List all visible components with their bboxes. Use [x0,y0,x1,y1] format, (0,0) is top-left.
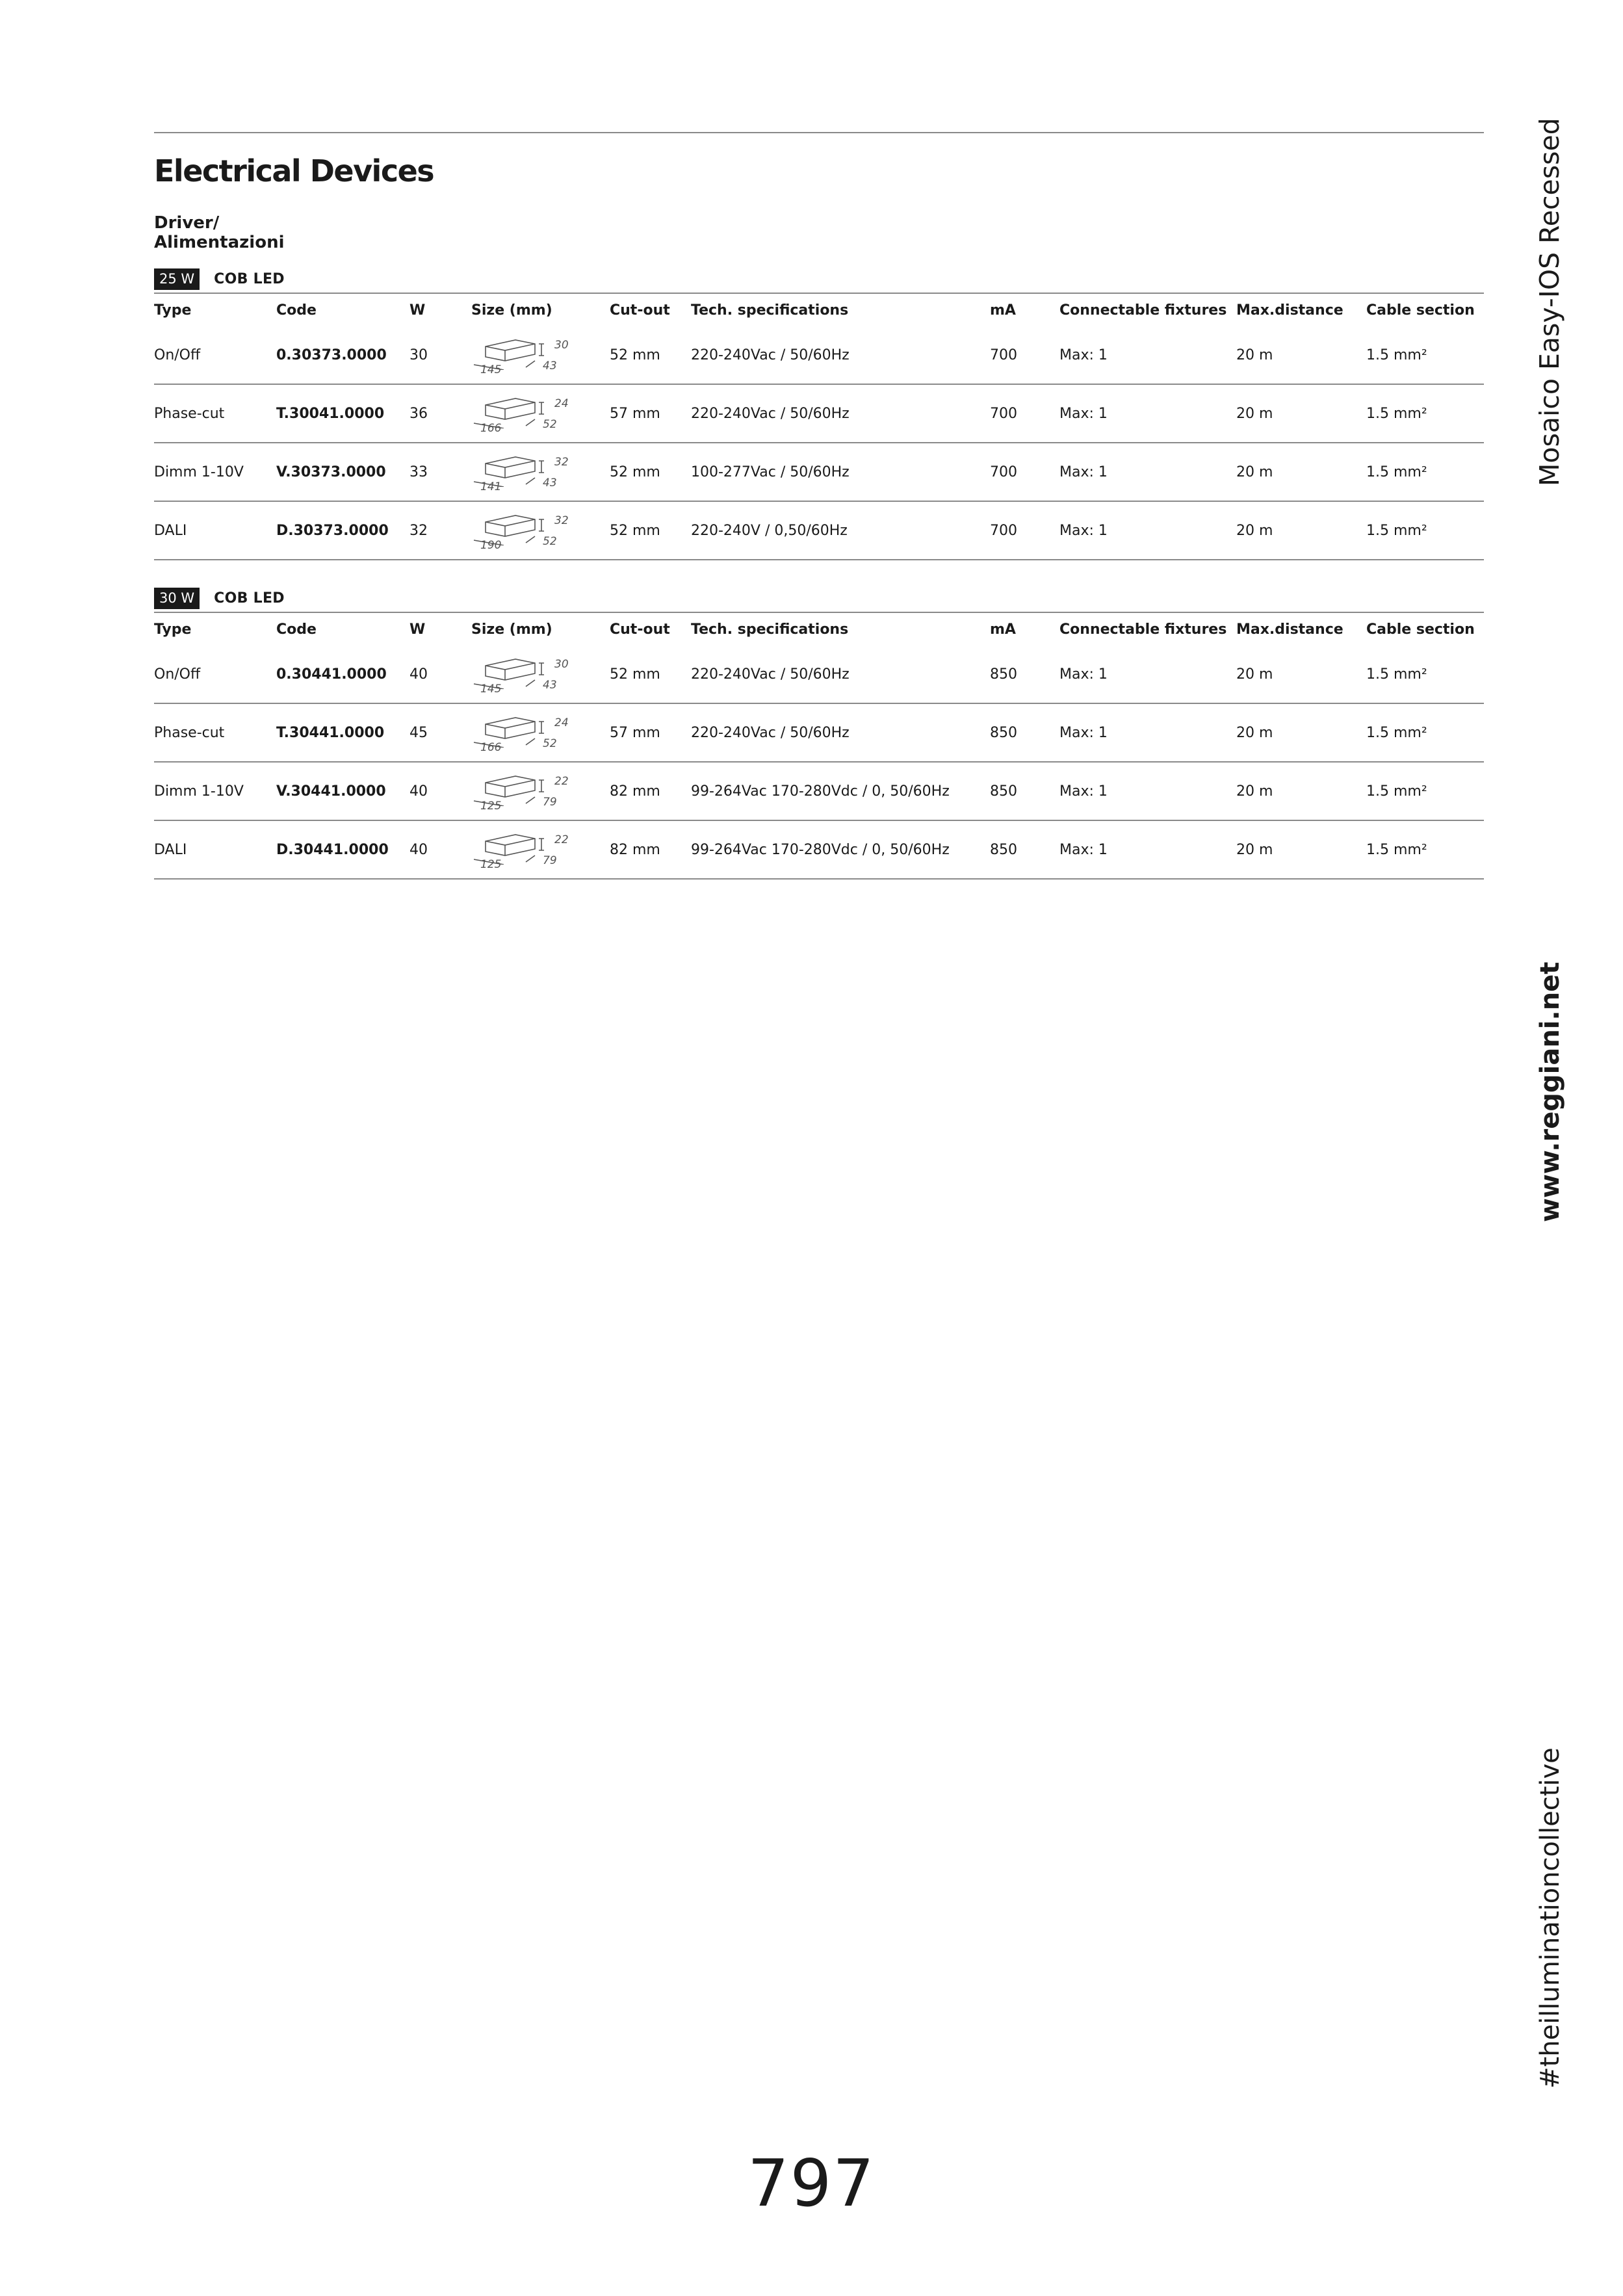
cell-cable-section: 1.5 mm² [1366,646,1484,703]
size-diagram [471,449,575,495]
column-header-type: Type [154,302,192,319]
cell-tech-spec: 220-240V / 0,50/60Hz [691,501,990,560]
dimension-width: 52 [543,535,557,548]
cell-cable-section: 1.5 mm² [1366,762,1484,820]
cell-ma: 850 [990,703,1059,762]
section-header [154,268,1484,290]
dimension-width: 52 [543,418,557,431]
cell-code: T.30041.0000 [276,384,409,443]
dimension-height: 24 [554,397,569,410]
dimension-width: 52 [543,737,557,750]
column-header-cable-section: Cable section [1366,302,1475,319]
cell-watt: 32 [409,501,471,560]
cell-cutout: 57 mm [610,384,691,443]
cell-watt: 40 [409,820,471,879]
cell-type: DALI [154,501,276,560]
cell-max-distance: 20 m [1236,646,1366,703]
dimension-length: 145 [480,363,502,376]
cell-code: D.30441.0000 [276,820,409,879]
cell-watt: 40 [409,646,471,703]
cell-ma: 700 [990,384,1059,443]
cell-type: On/Off [154,326,276,384]
cell-fixtures: Max: 1 [1059,501,1236,560]
size-diagram [471,710,575,755]
cell-size [471,820,610,879]
cell-cutout: 52 mm [610,443,691,501]
sidebar-website: www.reggiani.net [1535,961,1565,1222]
cell-watt: 45 [409,703,471,762]
cell-max-distance: 20 m [1236,443,1366,501]
column-header-max-distance: Max.distance [1236,621,1344,638]
cell-max-distance: 20 m [1236,703,1366,762]
cell-max-distance: 20 m [1236,384,1366,443]
column-header-watt: W [409,302,426,319]
size-diagram [471,508,575,553]
cell-code: 0.30441.0000 [276,646,409,703]
cell-cable-section: 1.5 mm² [1366,384,1484,443]
top-rule [154,132,1484,133]
table-row [154,501,1484,560]
cell-ma: 850 [990,646,1059,703]
cell-size [471,501,610,560]
cell-code: V.30441.0000 [276,762,409,820]
cell-cutout: 82 mm [610,820,691,879]
column-header-ma: mA [990,302,1016,319]
cell-ma: 850 [990,762,1059,820]
cell-watt: 33 [409,443,471,501]
dimension-length: 141 [480,480,502,493]
cell-cutout: 52 mm [610,646,691,703]
table-row [154,443,1484,501]
column-header-fixtures: Connectable fixtures [1059,302,1227,319]
column-header-max-distance: Max.distance [1236,302,1344,319]
cell-ma: 700 [990,443,1059,501]
cell-code: T.30441.0000 [276,703,409,762]
table-row [154,326,1484,384]
cell-size [471,443,610,501]
table-row [154,820,1484,879]
column-header-cutout: Cut-out [610,302,670,319]
cell-ma: 700 [990,501,1059,560]
cell-type: Phase-cut [154,384,276,443]
dimension-length: 125 [480,858,502,871]
cell-fixtures: Max: 1 [1059,384,1236,443]
cell-cutout: 82 mm [610,762,691,820]
column-header-size: Size (mm) [471,302,552,319]
size-diagram [471,651,575,697]
column-header-code: Code [276,621,317,638]
dimension-length: 166 [480,741,502,754]
cell-code: 0.30373.0000 [276,326,409,384]
column-header-tech-spec: Tech. specifications [691,302,849,319]
dimension-length: 125 [480,800,502,813]
table-row [154,762,1484,820]
cell-tech-spec: 100-277Vac / 50/60Hz [691,443,990,501]
cell-tech-spec: 220-240Vac / 50/60Hz [691,703,990,762]
cell-max-distance: 20 m [1236,326,1366,384]
cell-type: Dimm 1-10V [154,443,276,501]
cell-cable-section: 1.5 mm² [1366,326,1484,384]
cell-max-distance: 20 m [1236,501,1366,560]
cell-cable-section: 1.5 mm² [1366,703,1484,762]
cell-code: D.30373.0000 [276,501,409,560]
cell-type: On/Off [154,646,276,703]
cell-fixtures: Max: 1 [1059,762,1236,820]
size-diagram [471,332,575,378]
column-header-ma: mA [990,621,1016,638]
subtitle-line-1: Driver/ [154,213,220,233]
column-header-watt: W [409,621,426,638]
cell-code: V.30373.0000 [276,443,409,501]
dimension-width: 43 [543,476,557,489]
cell-fixtures: Max: 1 [1059,326,1236,384]
size-diagram [471,827,575,872]
table-header-row [154,294,1484,326]
column-header-fixtures: Connectable fixtures [1059,621,1227,638]
wattage-badge: 25 W [154,268,200,290]
series-label: COB LED [214,590,285,607]
dimension-height: 32 [554,514,569,527]
dimension-height: 22 [554,833,569,846]
cell-watt: 40 [409,762,471,820]
dimension-height: 30 [554,339,569,352]
size-diagram [471,768,575,814]
page-subtitle [154,213,284,252]
dimension-height: 22 [554,775,569,788]
column-header-code: Code [276,302,317,319]
section-header [154,587,1484,609]
table-row [154,703,1484,762]
cell-tech-spec: 220-240Vac / 50/60Hz [691,384,990,443]
cell-fixtures: Max: 1 [1059,820,1236,879]
cell-watt: 30 [409,326,471,384]
cell-tech-spec: 99-264Vac 170-280Vdc / 0, 50/60Hz [691,762,990,820]
wattage-badge: 30 W [154,588,200,609]
dimension-width: 79 [543,796,557,809]
section-30w [154,587,1484,880]
column-header-size: Size (mm) [471,621,552,638]
cell-watt: 36 [409,384,471,443]
page-number: 797 [747,2145,876,2221]
cell-cutout: 57 mm [610,703,691,762]
cell-fixtures: Max: 1 [1059,703,1236,762]
cell-max-distance: 20 m [1236,762,1366,820]
cell-tech-spec: 220-240Vac / 50/60Hz [691,646,990,703]
cell-size [471,762,610,820]
dimension-width: 79 [543,854,557,867]
dimension-height: 32 [554,456,569,469]
cell-tech-spec: 220-240Vac / 50/60Hz [691,326,990,384]
cell-size [471,646,610,703]
dimension-length: 190 [480,539,502,552]
page-title: Electrical Devices [154,153,434,189]
sidebar-product-name: Mosaico Easy-IOS Recessed [1534,118,1565,486]
cell-size [471,384,610,443]
cell-type: Phase-cut [154,703,276,762]
cell-type: Dimm 1-10V [154,762,276,820]
cell-ma: 850 [990,820,1059,879]
cell-size [471,703,610,762]
cell-type: DALI [154,820,276,879]
subtitle-line-2: Alimentazioni [154,233,285,252]
cell-cable-section: 1.5 mm² [1366,443,1484,501]
cell-tech-spec: 99-264Vac 170-280Vdc / 0, 50/60Hz [691,820,990,879]
table-row [154,384,1484,443]
driver-table [154,613,1484,880]
dimension-width: 43 [543,679,557,692]
sidebar-hashtag: #theilluminationcollective [1535,1747,1565,2089]
cell-max-distance: 20 m [1236,820,1366,879]
cell-ma: 700 [990,326,1059,384]
column-header-type: Type [154,621,192,638]
cell-cable-section: 1.5 mm² [1366,501,1484,560]
cell-fixtures: Max: 1 [1059,646,1236,703]
dimension-length: 166 [480,422,502,435]
table-row [154,646,1484,703]
cell-cutout: 52 mm [610,326,691,384]
series-label: COB LED [214,270,285,287]
column-header-cutout: Cut-out [610,621,670,638]
cell-cable-section: 1.5 mm² [1366,820,1484,879]
column-header-tech-spec: Tech. specifications [691,621,849,638]
dimension-height: 30 [554,658,569,671]
dimension-height: 24 [554,716,569,729]
column-header-cable-section: Cable section [1366,621,1475,638]
cell-cutout: 52 mm [610,501,691,560]
cell-size [471,326,610,384]
size-diagram [471,391,575,436]
table-header-row [154,613,1484,646]
cell-fixtures: Max: 1 [1059,443,1236,501]
dimension-width: 43 [543,359,557,372]
dimension-length: 145 [480,683,502,696]
driver-table [154,294,1484,560]
section-25w [154,268,1484,560]
